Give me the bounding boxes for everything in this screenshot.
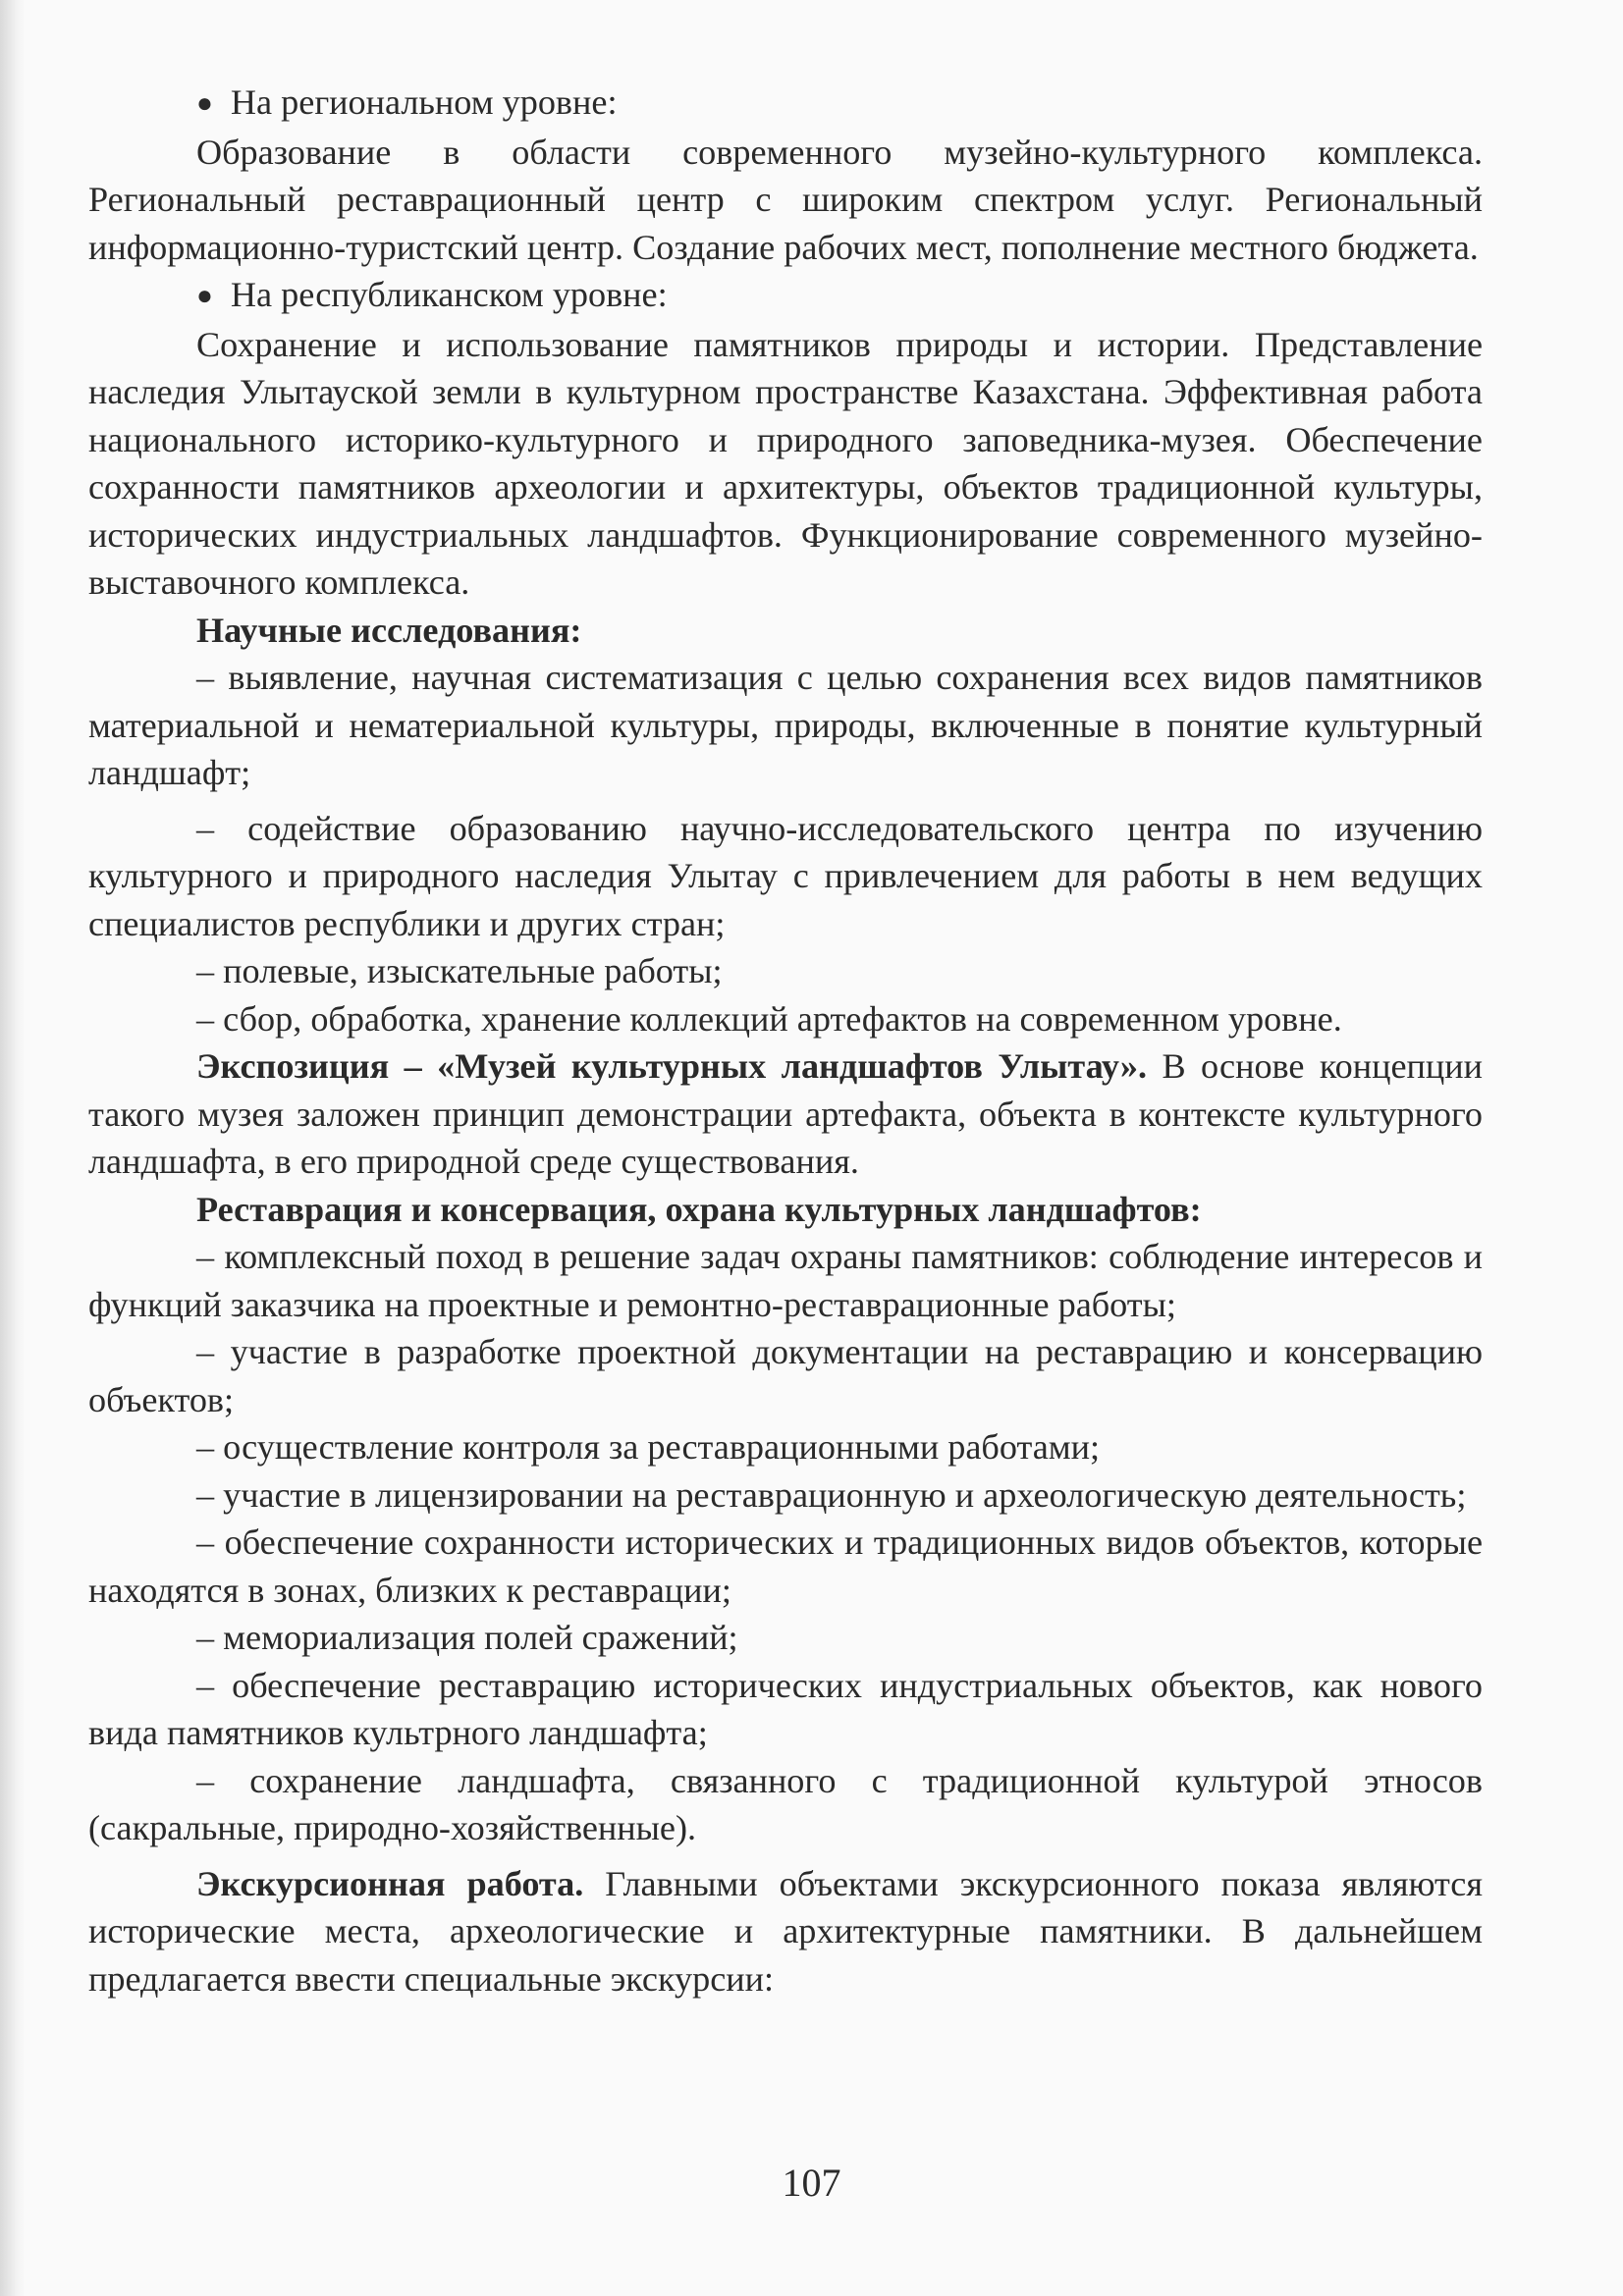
paragraph-exposition (88, 1042, 1483, 1186)
bullet-dot-icon: ● (196, 88, 213, 119)
page-number: 107 (782, 2161, 841, 2205)
heading-excursion: Экскурсионная работа. (196, 1863, 584, 1903)
document-page (88, 79, 1483, 2140)
bullet-regional (88, 79, 1483, 129)
restoration-item: – обеспечение сохранности исторических и традиционных видов объектов, которые находятся в зонах, близких к реставрации; (88, 1522, 1483, 1610)
research-item: – содействие образованию научно-исследовательского центра по изучению культурного и природного наследия Улытау с привлечением для работы в нем ведущих специалистов республики и других стран; (88, 808, 1483, 943)
restoration-item: – сохранение ландшафта, связанного с традиционной культурой этносов (сакральные, природно-хозяйственные). (88, 1760, 1483, 1847)
research-item: – полевые, изыскательные работы; (196, 951, 723, 990)
heading-exposition: Экспозиция – «Музей культурных ландшафтов Улытау». (196, 1046, 1147, 1086)
paragraph-republican: Сохранение и использование памятников природы и истории. Представление наследия Улытауской земли в культурном пространстве Казахстана. Эффективная работа национального историко-культурного и природного заповедника-музея. Обеспечение сохранности памятников археологии и архитектуры, объектов традиционной культуры, исторических индустриальных ландшафтов. Функционирование современного музейно-выставочного комплекса. (88, 324, 1483, 602)
research-item: – выявление, научная систематизация с целью сохранения всех видов памятников материальной и нематериальной культуры, природы, включенные в понятие культурный ландшафт; (88, 658, 1483, 792)
excursion-text: Главными объектами экскурсионного показа являются исторические места, археологические и архитектурные памятники. В дальнейшем предлагается ввести специальные экскурсии: (88, 1863, 1483, 1999)
paragraph-regional: Образование в области современного музейно-культурного комплекса. Региональный реставрационный центр с широким спектром услуг. Региональный информационно-туристский центр. Создание рабочих мест, пополнение местного бюджета. (88, 132, 1483, 267)
restoration-item: – мемориализация полей сражений; (196, 1618, 738, 1657)
bullet-dot-icon: ● (196, 281, 213, 311)
heading-research: Научные исследования: (196, 610, 582, 650)
restoration-item: – осуществление контроля за реставрационными работами; (196, 1427, 1101, 1467)
heading-restoration: Реставрация и консервация, охрана культурных ландшафтов: (196, 1189, 1202, 1229)
restoration-item: – комплексный поход в решение задач охраны памятников: соблюдение интересов и функций заказчика на проектные и ремонтно-реставрационные работы; (88, 1237, 1483, 1324)
exposition-text: В основе концепции такого музея заложен принцип демонстрации артефакта, объекта в контексте культурного ландшафта, в его природной среде существования. (88, 1046, 1484, 1181)
bullet-republican-label: На республиканском уровне: (230, 275, 668, 314)
restoration-item: – участие в разработке проектной документации на реставрацию и консервацию объектов; (88, 1332, 1483, 1419)
research-item: – сбор, обработка, хранение коллекций артефактов на современном уровне. (196, 998, 1342, 1039)
document-text (88, 79, 1483, 2002)
paragraph-excursion (88, 1860, 1483, 2003)
bullet-republican (88, 271, 1483, 321)
restoration-item: – обеспечение реставрацию исторических индустриальных объектов, как нового вида памятников культрного ландшафта; (88, 1665, 1483, 1752)
restoration-item: – участие в лицензировании на реставрационную и археологическую деятельность; (196, 1474, 1467, 1515)
bullet-regional-label: На региональном уровне: (230, 82, 618, 122)
scan-edge-shadow (0, 0, 26, 2296)
